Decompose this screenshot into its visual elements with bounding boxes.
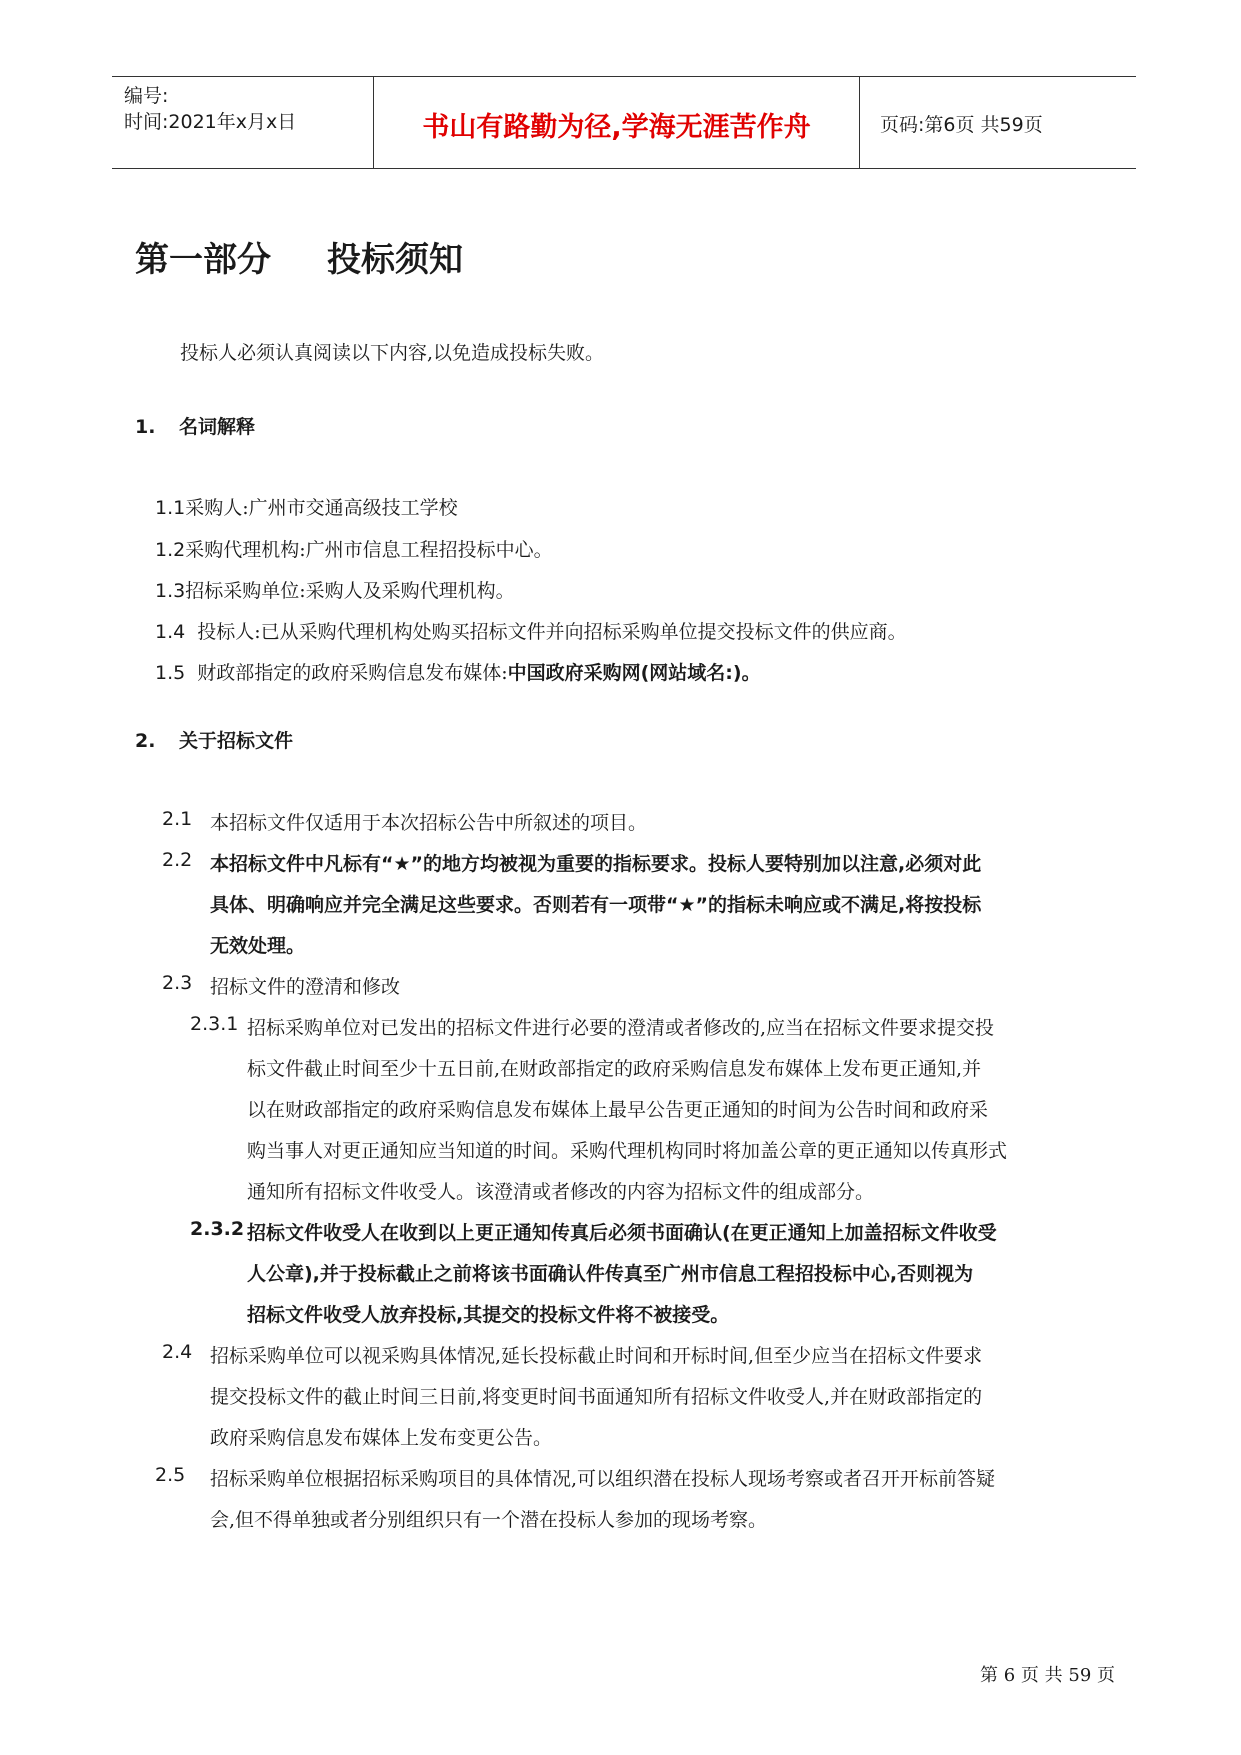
item-line: 以在财政部指定的政府采购信息发布媒体上最早公告更正通知的时间为公告时间和政府采 <box>247 1099 989 1121</box>
item-line: 标文件截止时间至少十五日前,在财政部指定的政府采购信息发布媒体上发布更正通知,并 <box>247 1058 982 1080</box>
item-number: 1.2 <box>155 539 186 561</box>
item-line: 招标采购单位可以视采购具体情况,延长投标截止时间和开标时间,但至少应当在招标文件要求 <box>210 1345 983 1367</box>
list-item <box>155 493 458 520</box>
header-page-number: 页码:第6页 共59页 <box>880 114 1043 136</box>
item-number: 2.3.1 <box>190 1013 239 1035</box>
item-line: 具体、明确响应并完全满足这些要求。否则若有一项带“★”的指标未响应或不满足,将按投标 <box>210 894 982 916</box>
motto: 书山有路勤为径,学海无涯苦作舟 <box>422 112 811 143</box>
title-part: 第一部分 <box>135 240 271 280</box>
section-1-heading <box>135 412 255 439</box>
item-line: 通知所有招标文件收受人。该澄清或者修改的内容为招标文件的组成部分。 <box>247 1181 875 1203</box>
item-text: 采购代理机构:广州市信息工程招投标中心。 <box>185 539 553 561</box>
item-bold-text: 中国政府采购网(网站域名:)。 <box>507 662 761 684</box>
item-number: 2.5 <box>155 1464 186 1486</box>
list-item <box>155 658 761 685</box>
section-2-number: 2. <box>135 730 156 752</box>
item-line: 本招标文件中凡标有“★”的地方均被视为重要的指标要求。投标人要特别加以注意,必须对此 <box>210 853 982 875</box>
item-number: 2.2 <box>162 849 193 871</box>
item-number: 2.4 <box>162 1341 193 1363</box>
item-text: 本招标文件仅适用于本次招标公告中所叙述的项目。 <box>210 812 648 834</box>
section-1-number: 1. <box>135 416 156 438</box>
header-page-cell <box>860 77 1136 168</box>
list-item <box>155 576 515 603</box>
page-title <box>135 232 463 281</box>
intro-paragraph: 投标人必须认真阅读以下内容,以免造成投标失败。 <box>180 342 605 364</box>
item-text: 采购人:广州市交通高级技工学校 <box>185 497 458 519</box>
title-name: 投标须知 <box>327 240 463 280</box>
item-number: 1.5 <box>155 662 186 684</box>
serial-label: 编号: <box>124 85 169 107</box>
item-line: 招标文件收受人放弃投标,其提交的投标文件将不被接受。 <box>247 1304 730 1326</box>
item-line: 人公章),并于投标截止之前将该书面确认件传真至广州市信息工程招投标中心,否则视为 <box>247 1263 974 1285</box>
page-header <box>112 76 1136 169</box>
header-motto-cell <box>374 77 860 168</box>
list-item <box>155 535 553 562</box>
item-text: 投标人:已从采购代理机构处购买招标文件并向招标采购单位提交投标文件的供应商。 <box>197 621 907 643</box>
section-1-title: 名词解释 <box>179 416 256 438</box>
item-line: 政府采购信息发布媒体上发布变更公告。 <box>210 1427 553 1449</box>
item-number: 1.4 <box>155 621 186 643</box>
item-text: 财政部指定的政府采购信息发布媒体: <box>197 662 508 684</box>
list-item <box>155 617 907 644</box>
section-2-heading <box>135 726 293 753</box>
item-number: 1.1 <box>155 497 186 519</box>
item-line: 招标采购单位根据招标采购项目的具体情况,可以组织潜在投标人现场考察或者召开开标前答疑 <box>210 1468 996 1490</box>
item-number: 2.3.2 <box>190 1218 245 1240</box>
item-line: 招标文件收受人在收到以上更正通知传真后必须书面确认(在更正通知上加盖招标文件收受 <box>247 1222 997 1244</box>
date-text: 时间:2021年x月x日 <box>124 111 297 133</box>
item-line: 会,但不得单独或者分别组织只有一个潜在投标人参加的现场考察。 <box>210 1509 768 1531</box>
item-line: 无效处理。 <box>210 935 306 957</box>
item-line: 招标采购单位对已发出的招标文件进行必要的澄清或者修改的,应当在招标文件要求提交投 <box>247 1017 995 1039</box>
item-line: 购当事人对更正通知应当知道的时间。采购代理机构同时将加盖公章的更正通知以传真形式 <box>247 1140 1008 1162</box>
item-number: 2.1 <box>162 808 193 830</box>
item-number: 2.3 <box>162 972 193 994</box>
page-footer: 第 6 页 共 59 页 <box>980 1665 1115 1686</box>
item-text: 招标采购单位:采购人及采购代理机构。 <box>185 580 515 602</box>
header-info-cell <box>112 77 374 168</box>
item-text: 招标文件的澄清和修改 <box>210 976 401 998</box>
item-number: 1.3 <box>155 580 186 602</box>
section-2-title: 关于招标文件 <box>179 730 294 752</box>
item-line: 提交投标文件的截止时间三日前,将变更时间书面通知所有招标文件收受人,并在财政部指定的 <box>210 1386 983 1408</box>
